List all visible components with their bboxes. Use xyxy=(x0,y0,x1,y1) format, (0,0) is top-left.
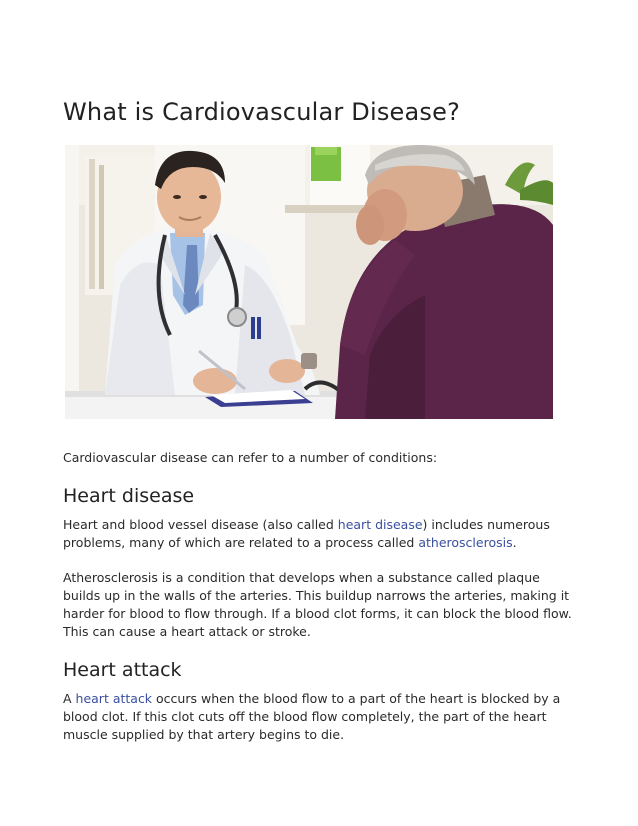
heart-attack-link[interactable]: heart attack xyxy=(75,691,153,706)
paragraph-line: muscle supplied by that artery begins to die. xyxy=(63,727,345,742)
heart-disease-paragraph-1: Heart and blood vessel disease (also called heart disease) includes numerous problems, many of which are related to a process called atherosclerosis. xyxy=(63,517,550,550)
page-title: What is Cardiovascular Disease? xyxy=(63,98,461,126)
paragraph-line: blood clot. If this clot cuts off the blood flow completely, the part of the heart xyxy=(63,709,547,724)
heart-attack-paragraph: A heart attack occurs when the blood flow to a part of the heart is blocked by a blood clot. If this clot cuts off the blood flow completely, the part of the heart muscle supplied by that artery begins to die. xyxy=(63,690,583,744)
doctor-patient-photo xyxy=(65,145,553,419)
paragraph-line: Atherosclerosis is a condition that develops when a substance called plaque xyxy=(63,570,540,585)
heading-heart-disease: Heart disease xyxy=(63,485,195,507)
paragraph-line: This can cause a heart attack or stroke. xyxy=(63,624,311,639)
heart-disease-paragraph-2 xyxy=(63,569,583,641)
heading-heart-attack: Heart attack xyxy=(63,659,182,681)
heart-disease-link[interactable]: heart disease xyxy=(337,517,423,532)
intro-text: Cardiovascular disease can refer to a number of conditions: xyxy=(63,450,438,465)
atherosclerosis-link[interactable]: atherosclerosis xyxy=(418,535,513,550)
paragraph-line: harder for blood to flow through. If a blood clot forms, it can block the blood flow. xyxy=(63,606,572,621)
paragraph-line: builds up in the walls of the arteries. This buildup narrows the arteries, making it xyxy=(63,588,570,603)
